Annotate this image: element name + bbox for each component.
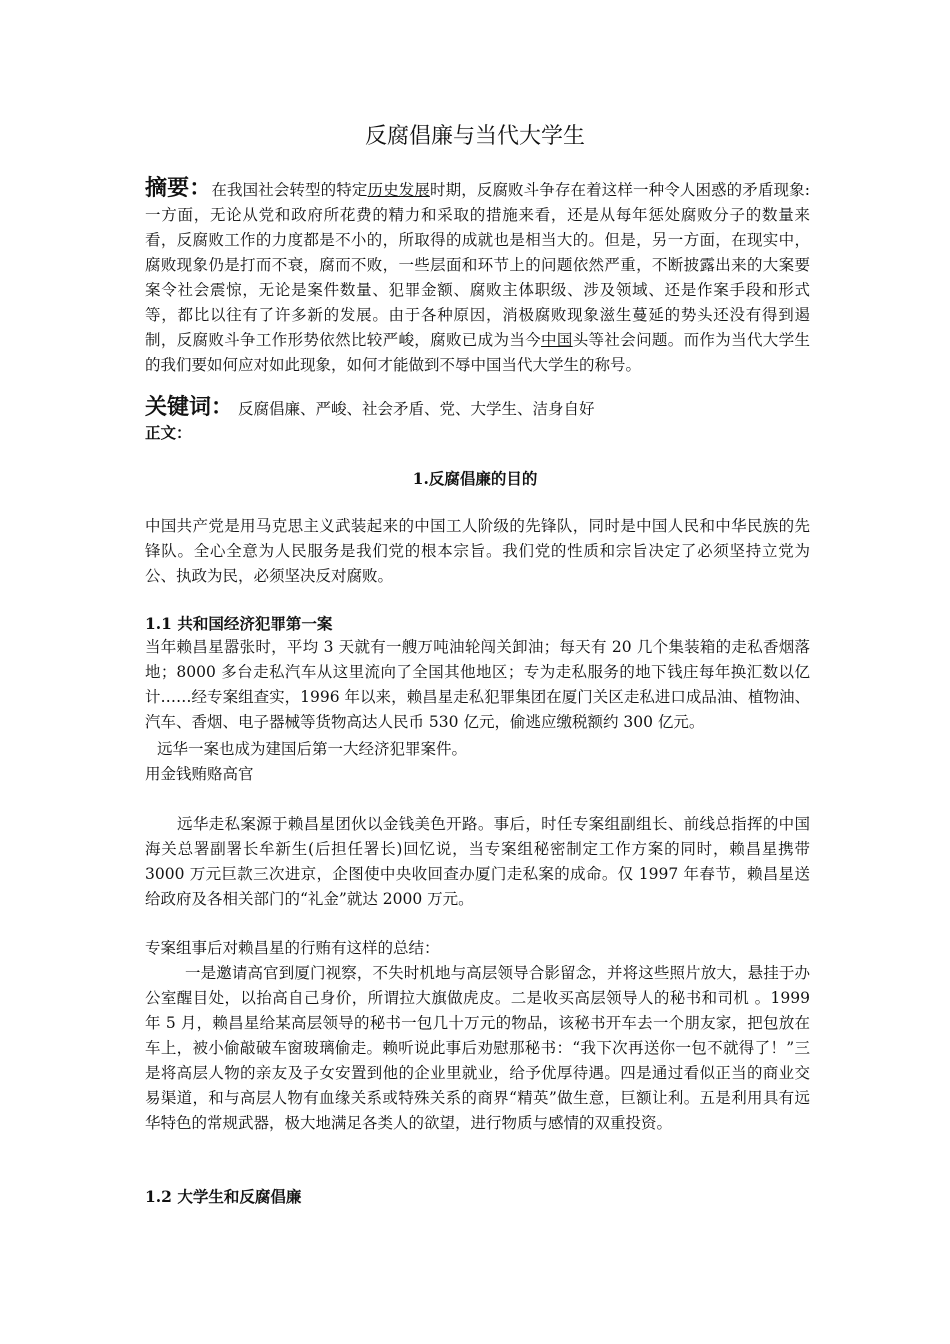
section-1-1-heading: 1.1 共和国经济犯罪第一案 — [145, 614, 333, 633]
section-1-1-paragraph-4: 远华走私案源于赖昌星团伙以金钱美色开路。事后，时任专案组副组长、前线总指挥的中国海关总署副署长牟新生(后担任署长)回忆说，当专案组秘密制定工作方案的同时，赖昌星携带 3000 万元巨款三次进京，企图使中央收回查办厦门走私案的成命。仅 1997 年春节，赖昌星送给政府及各相关部门的“礼金”就达 2000 万元。 — [145, 815, 810, 908]
section-1-heading: 1.反腐倡廉的目的 — [412, 469, 538, 488]
keywords-text: 反腐倡廉、严峻、社会矛盾、党、大学生、洁身自好 — [237, 400, 595, 418]
body-label: 正文： — [145, 424, 192, 442]
abstract-text-3: 头等社会问题。而作为当代大学生的我们要如何应对如此现象，如何才能做到不辱中国当代大学生的称号。 — [145, 331, 810, 374]
china-link[interactable]: 中国 — [541, 331, 573, 349]
keywords-label: 关键词： — [145, 395, 234, 420]
section-1-1-paragraph-1: 当年赖昌星嚣张时，平均 3 天就有一艘万吨油轮闯关卸油；每天有 20 几个集装箱的走私香烟落地；8000 多台走私汽车从这里流向了全国其他地区；专为走私服务的地下钱庄每年换汇数以亿计……经专案组查实，1996 年以来，赖昌星走私犯罪集团在厦门关区走私进口成品油、植物油、汽车、香烟、电子器械等货物高达人民币 530 亿元，偷逃应缴税额约 300 亿元。 — [145, 638, 810, 731]
keywords-line — [145, 394, 594, 423]
section-1-1-line-2: 远华一案也成为建国后第一大经济犯罪案件。 — [157, 740, 468, 758]
abstract-text-1: 在我国社会转型的特定 — [211, 181, 368, 199]
abstract-label: 摘要： — [145, 176, 212, 201]
section-1-1-line-5: 专案组事后对赖昌星的行贿有这样的总结： — [145, 939, 440, 957]
section-1-1-paragraph-6: 一是邀请高官到厦门视察，不失时机地与高层领导合影留念，并将这些照片放大，悬挂于办公室醒目处，以抬高自己身价，所谓拉大旗做虎皮。二是收买高层领导人的秘书和司机 。1999 年 5 月，赖昌星给某高层领导的秘书一包几十万元的物品，该秘书开车去一个朋友家，把包放在车上，被小偷敲破车窗玻璃偷走。赖听说此事后劝慰那秘书：“我下次再送你一包不就得了！”三是将高层人物的亲友及子女安置到他的企业里就业，给予优厚待遇。四是通过看似正当的商业交易渠道，和与高层人物有血缘关系或特殊关系的商界“精英”做生意，巨额让利。五是利用具有远华特色的常规武器，极大地满足各类人的欲望，进行物质与感情的双重投资。 — [145, 964, 810, 1132]
document-title: 反腐倡廉与当代大学生 — [364, 124, 585, 149]
section-1-paragraph: 中国共产党是用马克思主义武装起来的中国工人阶级的先锋队，同时是中国人民和中华民族的先锋队。全心全意为人民服务是我们党的根本宗旨。我们党的性质和宗旨决定了必须坚持立党为公、执政为民，必须坚决反对腐败。 — [145, 517, 810, 585]
history-link[interactable]: 历史发展 — [367, 181, 430, 199]
section-1-2-heading: 1.2 大学生和反腐倡廉 — [145, 1187, 302, 1206]
abstract-paragraph — [145, 176, 810, 378]
abstract-text-2: 时期，反腐败斗争存在着这样一种令人困惑的矛盾现象:一方面，无论从党和政府所花费的精力和采取的措施来看，还是从每年惩处腐败分子的数量来看，反腐败工作的力度都是不小的，所取得的成就也是相当大的。但是，另一方面，在现实中，腐败现象仍是打而不衰，腐而不败，一些层面和环节上的问题依然严重，不断披露出来的大案要案令社会震惊，无论是案件数量、犯罪金额、腐败主体职级、涉及领域、还是作案手段和形式等，都比以往有了许多新的发展。由于各种原因，消极腐败现象滋生蔓延的势头还没有得到遏制，反腐败斗争工作形势依然比较严峻，腐败已成为当今 — [145, 181, 810, 349]
section-1-1-line-3: 用金钱贿赂高官 — [145, 765, 254, 783]
